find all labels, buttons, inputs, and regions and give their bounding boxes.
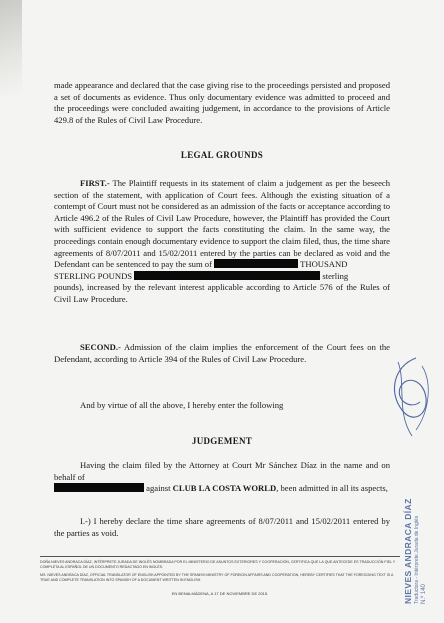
first-ground-paragraph bbox=[54, 178, 390, 306]
judgement-heading: JUDGEMENT bbox=[191, 436, 253, 446]
redaction-plaintiff bbox=[54, 483, 144, 492]
place-and-date: EN BENALMÁDENA, A 17 DE NOVIEMBRE DE 2015. bbox=[171, 591, 269, 596]
first-text: The Plaintiff requests in its statement of claim a judgement as per the beseech section of the statement, with application of Court fees. Although the existing situation of a contempt of Court must not be considered as an admission of the facts or acceptance according to Article 496.2 of the Rules of Civil Law Procedure, however, the Plaintiff has provided the Court with sufficient evidence to support the facts constituting the claim. In the same way, the proceedings contain enough documentary evidence to support the claim filed, thus, the time share agreements of 8/07/2011 and 15/02/2011 entered by the parties can be declared as void and the Defendant can be sentenced to pay the sum of bbox=[54, 178, 390, 270]
first-thousand: THOUSAND bbox=[298, 259, 348, 270]
certification-spanish: DOÑA NIEVES ANDRACA DÍAZ, INTÉRPRETE JURADA DE INGLÉS NOMBRADA POR EL MINISTERIO DE ASUNTOS EXTERIORES Y COOPERACIÓN, CERTIFICA QUE LA QUE ANTECEDE ES TRADUCCIÓN FIEL Y COMPLETA AL ESPAÑOL DE UN DOCUMENTO REDACTADO EN INGLÉS. bbox=[40, 560, 396, 569]
redaction-words bbox=[134, 271, 320, 280]
first-sterling-2: sterling bbox=[320, 270, 349, 281]
stamp-translator-name: NIEVES ANDRACA DÍAZ bbox=[403, 498, 413, 604]
second-text: Admission of the claim implies the enforcement of the Court fees on the Defendant, according to Article 394 of the Rules of Civil Law Procedure. bbox=[54, 342, 390, 364]
judgement-text: Having the claim filed by the Attorney at Court Mr Sánchez Díaz in the name and on behalf of bbox=[54, 460, 390, 482]
stamp-subtitle: Traductora - Intérprete Jurada de Inglés bbox=[414, 515, 420, 604]
second-label: SECOND.- bbox=[80, 342, 121, 352]
defendant-name: CLUB LA COSTA WORLD bbox=[172, 483, 277, 494]
judgement-paragraph bbox=[54, 460, 390, 495]
first-tail: pounds), increased by the relevant interest applicable according to Article 576 of the Rules of Civil Law Procedure. bbox=[54, 282, 390, 304]
virtue-paragraph bbox=[54, 400, 390, 412]
second-ground-paragraph bbox=[54, 342, 390, 365]
intro-text: made appearance and declared that the case giving rise to the proceedings persisted and proposed a set of documents as evidence. Thus only documentary evidence was admitted to proceed and the proceedings were concluded awaiting judgement, in accordance to the provisions of Article 429.8 of the Rules of Civil Law Procedure. bbox=[54, 80, 390, 125]
translator-stamp bbox=[403, 498, 427, 604]
first-sterling: STERLING POUNDS bbox=[54, 270, 133, 281]
page-corner-fold bbox=[0, 0, 22, 96]
item-1-text: I.-) I hereby declare the time share agreements of 8/07/2011 and 15/02/2011 entered by the parties as void. bbox=[54, 516, 390, 538]
stamp-number: N.º 140 bbox=[421, 584, 427, 604]
judgement-against: against bbox=[144, 483, 173, 494]
legal-grounds-heading: LEGAL GROUNDS bbox=[180, 150, 264, 160]
first-label: FIRST.- bbox=[80, 178, 110, 188]
intro-paragraph bbox=[54, 80, 390, 126]
translator-signature bbox=[376, 352, 438, 442]
translator-certification bbox=[40, 560, 400, 596]
redaction-amount bbox=[214, 259, 298, 268]
item-1-paragraph bbox=[54, 516, 390, 539]
judgement-tail: , been admitted in all its aspects, bbox=[276, 483, 388, 494]
certification-english: MS. NIEVES ANDRACA DÍAZ, OFFICIAL TRANSLATOR OF ENGLISH APPOINTED BY THE SPANISH MINISTRY OF FOREIGN AFFAIRS AND COOPERATION, HEREBY CERTIFIES THAT THE FOREGOING TEXT IS A TRUE AND COMPLETE TRANSLATION INTO SPANISH OF A DOCUMENT WRITTEN IN ENGLISH. bbox=[40, 573, 394, 582]
virtue-text: And by virtue of all the above, I hereby enter the following bbox=[80, 400, 284, 410]
footer-divider bbox=[40, 556, 400, 557]
